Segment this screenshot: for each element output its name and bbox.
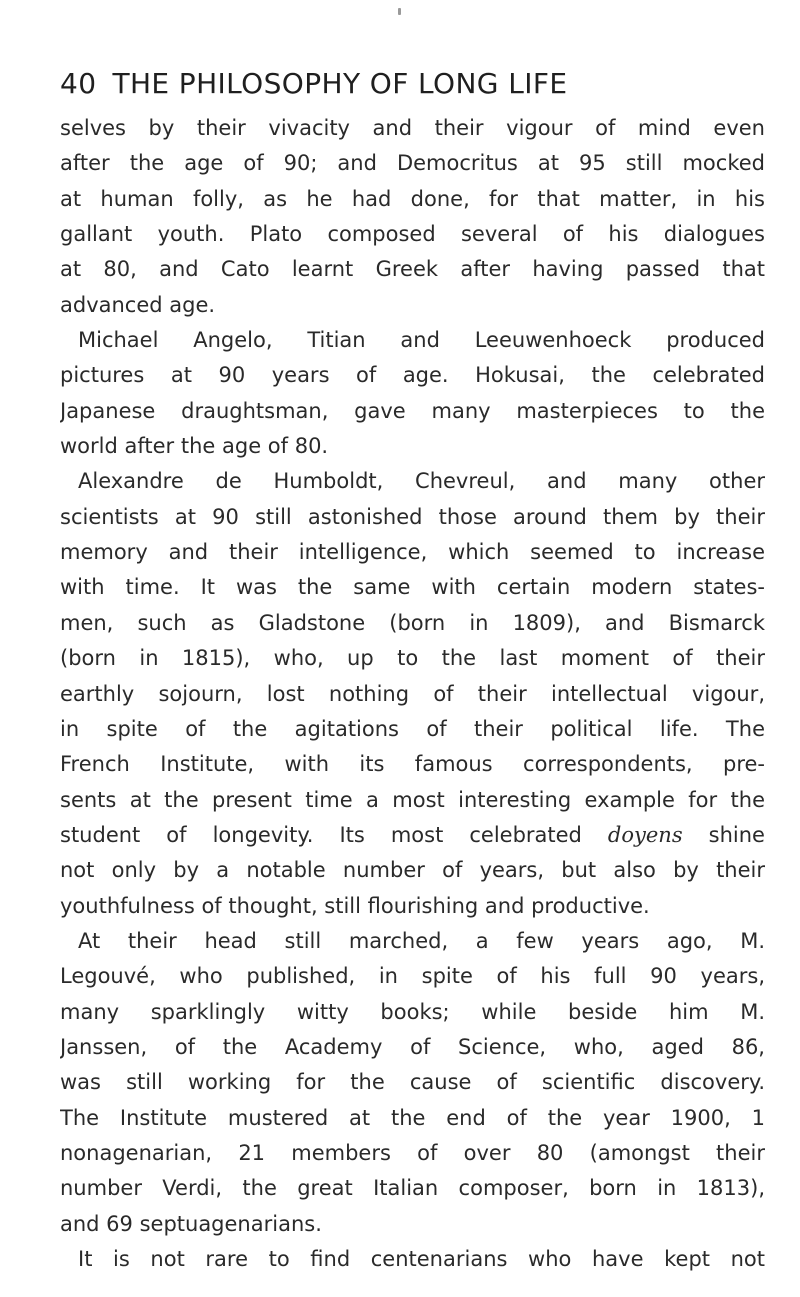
text-line: world after the age of 80. (60, 434, 329, 459)
text-line: and 69 septuagenarians. (60, 1211, 322, 1236)
text-line: Legouvé, who published, in spite of his full 90 years, (60, 964, 765, 989)
text-line: It is not rare to find centenarians who have kept not (78, 1247, 765, 1271)
text-line: Japanese draughtsman, gave many masterpieces to the (60, 398, 765, 423)
text-line: Alexandre de Humboldt, Chevreul, and many other (78, 469, 765, 494)
print-speck (398, 8, 401, 15)
running-title: THE PHILOSOPHY OF LONG LIFE (112, 67, 568, 100)
italic-word: doyens (607, 822, 683, 847)
text-line: sents at the present time a most interesting example for the (60, 787, 765, 812)
text-line: number Verdi, the great Italian composer, born in 1813), (60, 1176, 765, 1201)
text-line: earthly sojourn, lost nothing of their intellectual vigour, (60, 681, 765, 706)
text-segment: student of longevity. Its most celebrated (60, 822, 582, 847)
running-head (60, 64, 760, 104)
text-line: advanced age. (60, 292, 216, 317)
page-number: 40 (60, 67, 97, 100)
text-line: (born in 1815), who, up to the last moment of their (60, 646, 765, 671)
text-line: youthfulness of thought, still flourishing and productive. (60, 893, 650, 918)
text-line: was still working for the cause of scientific discovery. (60, 1070, 765, 1095)
text-segment: shine (708, 822, 765, 847)
text-line: French Institute, with its famous correspondents, pre- (60, 752, 765, 777)
text-line: nonagenarian, 21 members of over 80 (amongst their (60, 1140, 765, 1165)
text-line: gallant youth. Plato composed several of his dialogues (60, 222, 765, 247)
text-line: Janssen, of the Academy of Science, who, aged 86, (60, 1034, 765, 1059)
text-line: after the age of 90; and Democritus at 95 still mocked (60, 151, 765, 176)
text-line: in spite of the agitations of their political life. The (60, 716, 765, 741)
text-line: at human folly, as he had done, for that matter, in his (60, 186, 765, 211)
text-line: many sparklingly witty books; while beside him M. (60, 999, 765, 1024)
text-line: men, such as Gladstone (born in 1809), and Bismarck (60, 610, 765, 635)
text-line: The Institute mustered at the end of the year 1900, 1 (60, 1105, 765, 1130)
text-line-mixed (60, 818, 765, 853)
text-line: pictures at 90 years of age. Hokusai, the celebrated (60, 363, 765, 388)
text-line: selves by their vivacity and their vigour of mind even (60, 116, 765, 140)
text-line: not only by a notable number of years, but also by their (60, 858, 765, 883)
text-line: scientists at 90 still astonished those around them by their (60, 504, 765, 529)
text-line: at 80, and Cato learnt Greek after having passed that (60, 257, 765, 282)
text-line: with time. It was the same with certain modern states- (60, 575, 765, 600)
text-line: At their head still marched, a few years ago, M. (78, 928, 765, 953)
text-line: memory and their intelligence, which seemed to increase (60, 540, 765, 565)
text-line: Michael Angelo, Titian and Leeuwenhoeck produced (78, 328, 765, 353)
body-text (60, 111, 765, 1277)
